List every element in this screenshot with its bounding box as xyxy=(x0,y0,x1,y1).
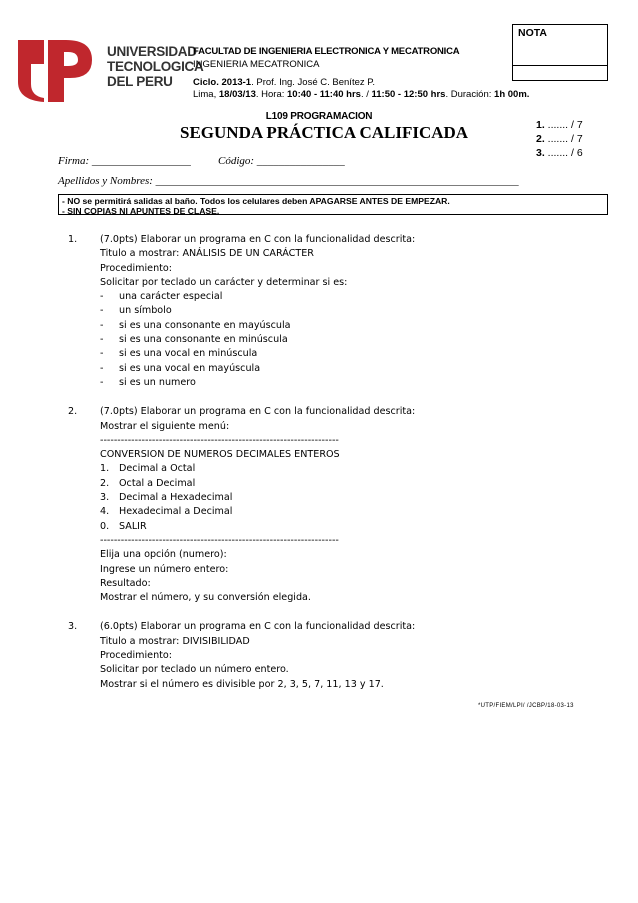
list-item-text: si es una consonante en mayúscula xyxy=(119,319,291,331)
exam-rules xyxy=(58,194,608,215)
question-number: 1. xyxy=(68,234,78,245)
score-blank: ....... / 6 xyxy=(544,147,583,159)
exam-date: 18/03/13 xyxy=(218,89,256,100)
menu-item-text: Decimal a Octal xyxy=(119,463,196,475)
list-item-text: una carácter especial xyxy=(119,291,223,303)
menu-item xyxy=(100,520,618,534)
grade-divider xyxy=(513,65,607,66)
question-number: 3. xyxy=(68,621,78,633)
bullet: - xyxy=(100,334,104,346)
menu-separator: --------------------------------------------------------------------- xyxy=(100,434,339,446)
bullet: - xyxy=(100,376,104,388)
logo-line-2: TECNOLOGICA xyxy=(107,59,204,74)
grade-box xyxy=(512,24,608,81)
score-row xyxy=(536,118,583,132)
menu-number: 4. xyxy=(100,506,110,518)
menu-item xyxy=(100,505,618,519)
list-item xyxy=(100,376,618,390)
question-line: (7.0pts) Elaborar un programa en C con la funcionalidad descrita: xyxy=(100,406,416,418)
logo-line-1: UNIVERSIDAD xyxy=(107,44,197,59)
question-line: Procedimiento: xyxy=(100,262,173,274)
list-item xyxy=(100,319,618,333)
question-line: Mostrar si el número es divisible por 2, 3, 5, 7, 11, 13 y 17. xyxy=(100,678,384,690)
menu-item xyxy=(100,491,618,505)
lima-label: Lima, xyxy=(193,89,219,100)
question-line: Titulo a mostrar: ANÁLISIS DE UN CARÁCTER xyxy=(100,248,314,260)
faculty-name: FACULTAD DE INGENIERIA ELECTRONICA Y MECATRONICA xyxy=(193,46,460,57)
signature-field[interactable]: Firma: __________________ xyxy=(58,155,191,167)
question-line: Resultado: xyxy=(100,577,151,589)
question-line: Titulo a mostrar: DIVISIBILIDAD xyxy=(100,635,250,647)
rule-1: - NO se permitirá salidas al baño. Todos los celulares deben APAGARSE ANTES DE EMPEZAR. xyxy=(62,196,450,206)
list-item xyxy=(100,347,618,361)
question-3 xyxy=(58,620,618,691)
question-number: 2. xyxy=(68,406,78,418)
cycle-line xyxy=(193,77,375,89)
score-row xyxy=(536,132,583,146)
bullet: - xyxy=(100,319,104,331)
question-1 xyxy=(58,233,618,390)
university-name xyxy=(107,44,203,89)
duration-label: . Duración: xyxy=(445,89,495,100)
score-blank: ....... / 7 xyxy=(544,133,583,145)
score-num: 1. xyxy=(536,119,545,131)
score-blank: ....... / 7 xyxy=(544,119,583,131)
question-2 xyxy=(58,405,618,605)
menu-item-text: Decimal a Hexadecimal xyxy=(119,492,233,504)
question-list xyxy=(58,233,618,707)
schedule-line xyxy=(193,89,529,101)
cycle-label: Ciclo. 2013-1 xyxy=(193,77,252,88)
list-item-text: si es una consonante en minúscula xyxy=(119,334,288,346)
question-line: (7.0pts) Elaborar un programa en C con la funcionalidad descrita: xyxy=(100,234,416,245)
menu-number: 0. xyxy=(100,520,110,532)
menu-title: CONVERSION DE NUMEROS DECIMALES ENTEROS xyxy=(100,449,340,461)
menu-number: 3. xyxy=(100,492,110,504)
duration: 1h 00m. xyxy=(494,89,530,100)
menu-item xyxy=(100,462,618,476)
list-item-text: si es una vocal en minúscula xyxy=(119,348,258,360)
list-item xyxy=(100,333,618,347)
score-list xyxy=(536,118,583,160)
question-line: Procedimiento: xyxy=(100,650,173,662)
list-item xyxy=(100,304,618,318)
menu-separator: --------------------------------------------------------------------- xyxy=(100,534,339,546)
document-footer: *UTP/FIEM/LPI/ /JCBP/18-03-13 xyxy=(478,703,574,709)
bullet: - xyxy=(100,305,104,317)
score-row xyxy=(536,146,583,160)
menu-item xyxy=(100,477,618,491)
exam-title: SEGUNDA PRÁCTICA CALIFICADA xyxy=(180,123,469,142)
code-field[interactable]: Código: ________________ xyxy=(218,155,345,167)
question-line: Solicitar por teclado un carácter y determinar si es: xyxy=(100,276,348,288)
name-field[interactable]: Apellidos y Nombres: __________________________________________________________________ xyxy=(58,175,519,187)
menu-item-text: Hexadecimal a Decimal xyxy=(119,506,233,518)
bullet: - xyxy=(100,362,104,374)
hora-label: . Hora: xyxy=(255,89,288,100)
question-line: (6.0pts) Elaborar un programa en C con la funcionalidad descrita: xyxy=(100,621,416,633)
score-num: 2. xyxy=(536,133,545,145)
menu-item-text: SALIR xyxy=(119,520,147,532)
rule-2: - SIN COPIAS NI APUNTES DE CLASE. xyxy=(62,206,220,216)
logo-mark xyxy=(18,40,92,102)
menu-number: 2. xyxy=(100,477,110,489)
list-item-text: si es una vocal en mayúscula xyxy=(119,362,261,374)
list-item xyxy=(100,290,618,304)
question-line: Ingrese un número entero: xyxy=(100,563,229,575)
menu-number: 1. xyxy=(100,463,110,475)
question-line: Solicitar por teclado un número entero. xyxy=(100,664,289,676)
professor: . Prof. Ing. José C. Benítez P. xyxy=(251,77,376,88)
menu-item-text: Octal a Decimal xyxy=(119,477,196,489)
hours-sep: . / xyxy=(360,89,372,100)
course-code: L109 PROGRAMACION xyxy=(265,111,373,122)
hours-2: 11:50 - 12:50 hrs xyxy=(371,89,446,100)
list-item-text: un símbolo xyxy=(119,305,172,317)
hours-1: 10:40 - 11:40 hrs xyxy=(287,89,361,100)
list-item-text: si es un numero xyxy=(119,376,196,388)
program-name: INGENIERIA MECATRONICA xyxy=(193,59,320,70)
logo-line-3: DEL PERU xyxy=(107,74,173,89)
grade-label: NOTA xyxy=(518,27,547,39)
question-line: Mostrar el número, y su conversión elegida. xyxy=(100,592,311,604)
bullet: - xyxy=(100,291,104,303)
bullet: - xyxy=(100,348,104,360)
list-item xyxy=(100,362,618,376)
question-line: Elija una opción (numero): xyxy=(100,549,227,561)
score-num: 3. xyxy=(536,147,545,159)
question-line: Mostrar el siguiente menú: xyxy=(100,420,230,432)
